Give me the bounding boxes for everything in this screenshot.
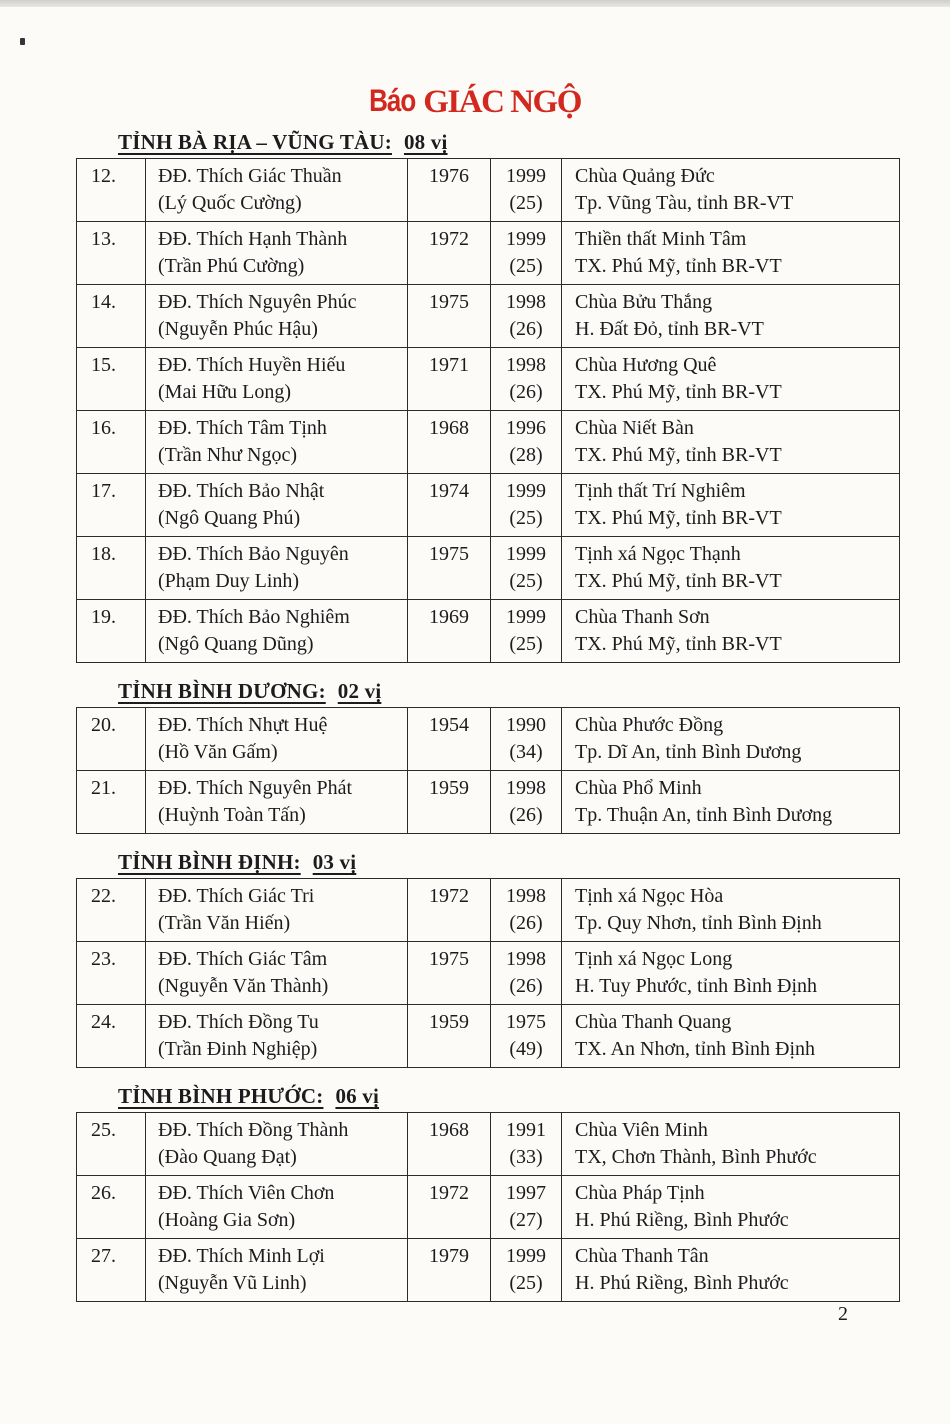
temple-location: TX. Phú Mỹ, tỉnh BR-VT: [575, 255, 782, 277]
temple-name: Chùa Viên Minh: [575, 1119, 708, 1141]
temple-name: Chùa Phước Đồng: [575, 714, 724, 736]
ordination-age: (25): [509, 633, 543, 655]
temple-location: H. Phú Riềng, Bình Phước: [575, 1272, 789, 1294]
secular-name: (Huỳnh Toàn Tấn): [158, 804, 306, 826]
temple-name: Thiền thất Minh Tâm: [575, 228, 747, 250]
temple-cell: [562, 159, 900, 222]
monk-table: [76, 158, 900, 663]
temple-cell: [562, 537, 900, 600]
scan-top-edge: [0, 0, 950, 7]
ordination-age: (25): [509, 570, 543, 592]
temple-name: Chùa Thanh Tân: [575, 1245, 709, 1267]
ordination-age: (26): [509, 804, 543, 826]
table-row: [77, 879, 900, 942]
row-number: 16.: [77, 411, 146, 474]
temple-cell: [562, 1005, 900, 1068]
monk-name-cell: [146, 1239, 408, 1302]
table-row: [77, 159, 900, 222]
table-row: [77, 942, 900, 1005]
table-row: [77, 708, 900, 771]
table-row: [77, 285, 900, 348]
temple-name: Tịnh thất Trí Nghiêm: [575, 480, 746, 502]
ordination-cell: [491, 771, 562, 834]
monk-name-cell: [146, 411, 408, 474]
row-number: 26.: [77, 1176, 146, 1239]
dharma-name: ĐĐ. Thích Nhựt Huệ: [158, 714, 328, 736]
ordination-age: (26): [509, 912, 543, 934]
ordination-age: (33): [509, 1146, 543, 1168]
temple-location: Tp. Thuận An, tỉnh Bình Dương: [575, 804, 833, 826]
province-count: 06 vị: [335, 1084, 380, 1108]
province-count: 08 vị: [403, 130, 448, 154]
temple-name: Tịnh xá Ngọc Thạnh: [575, 543, 741, 565]
ordination-cell: [491, 159, 562, 222]
ordination-cell: [491, 1239, 562, 1302]
ordination-cell: [491, 411, 562, 474]
row-number: 19.: [77, 600, 146, 663]
monk-name-cell: [146, 1176, 408, 1239]
monk-table: [76, 707, 900, 834]
birth-year: 1969: [408, 600, 491, 663]
temple-cell: [562, 1113, 900, 1176]
ordination-year: 1996: [506, 417, 546, 439]
province-section: [76, 1084, 900, 1302]
province-title: TỈNH BÌNH PHƯỚC:: [118, 1084, 324, 1108]
secular-name: (Trần Đinh Nghiệp): [158, 1038, 318, 1060]
ordination-age: (25): [509, 507, 543, 529]
ordination-cell: [491, 474, 562, 537]
ordination-age: (25): [509, 1272, 543, 1294]
ordination-age: (26): [509, 381, 543, 403]
province-section: [76, 130, 900, 663]
ordination-year: 1999: [506, 543, 546, 565]
ordination-year: 1998: [506, 885, 546, 907]
page-number: 2: [838, 1303, 848, 1325]
ordination-cell: [491, 1005, 562, 1068]
secular-name: (Hoàng Gia Sơn): [158, 1209, 296, 1231]
province-count: 03 vị: [312, 850, 357, 874]
temple-location: H. Đất Đỏ, tỉnh BR-VT: [575, 318, 764, 340]
dharma-name: ĐĐ. Thích Viên Chơn: [158, 1182, 335, 1204]
temple-cell: [562, 348, 900, 411]
birth-year: 1975: [408, 537, 491, 600]
birth-year: 1972: [408, 222, 491, 285]
ordination-year: 1998: [506, 291, 546, 313]
monk-name-cell: [146, 222, 408, 285]
monk-name-cell: [146, 348, 408, 411]
ordination-age: (26): [509, 975, 543, 997]
ordination-cell: [491, 1176, 562, 1239]
ordination-year: 1999: [506, 165, 546, 187]
temple-name: Chùa Niết Bàn: [575, 417, 694, 439]
secular-name: (Trần Như Ngọc): [158, 444, 297, 466]
ordination-age: (26): [509, 318, 543, 340]
table-row: [77, 411, 900, 474]
ordination-age: (25): [509, 255, 543, 277]
dharma-name: ĐĐ. Thích Hạnh Thành: [158, 228, 348, 250]
table-row: [77, 600, 900, 663]
row-number: 21.: [77, 771, 146, 834]
monk-name-cell: [146, 1005, 408, 1068]
temple-cell: [562, 708, 900, 771]
temple-cell: [562, 942, 900, 1005]
secular-name: (Hồ Văn Gấm): [158, 741, 278, 763]
secular-name: (Ngô Quang Dũng): [158, 633, 314, 655]
table-row: [77, 771, 900, 834]
monk-name-cell: [146, 942, 408, 1005]
ordination-cell: [491, 942, 562, 1005]
temple-location: H. Phú Riềng, Bình Phước: [575, 1209, 789, 1231]
province-section: [76, 679, 900, 834]
dharma-name: ĐĐ. Thích Đồng Tu: [158, 1011, 319, 1033]
secular-name: (Trần Văn Hiến): [158, 912, 291, 934]
section-header: [118, 130, 900, 155]
temple-name: Chùa Thanh Sơn: [575, 606, 710, 628]
document-body: [76, 130, 900, 1302]
ordination-year: 1999: [506, 1245, 546, 1267]
monk-name-cell: [146, 159, 408, 222]
temple-location: Tp. Dĩ An, tỉnh Bình Dương: [575, 741, 802, 763]
temple-cell: [562, 222, 900, 285]
row-number: 20.: [77, 708, 146, 771]
ordination-year: 1975: [506, 1011, 546, 1033]
secular-name: (Lý Quốc Cường): [158, 192, 302, 214]
temple-cell: [562, 771, 900, 834]
ordination-age: (25): [509, 192, 543, 214]
monk-name-cell: [146, 1113, 408, 1176]
section-header: [118, 679, 900, 704]
ordination-cell: [491, 1113, 562, 1176]
row-number: 27.: [77, 1239, 146, 1302]
dharma-name: ĐĐ. Thích Đồng Thành: [158, 1119, 349, 1141]
temple-name: Chùa Pháp Tịnh: [575, 1182, 705, 1204]
monk-name-cell: [146, 474, 408, 537]
temple-location: TX. Phú Mỹ, tỉnh BR-VT: [575, 381, 782, 403]
birth-year: 1976: [408, 159, 491, 222]
table-row: [77, 1005, 900, 1068]
dharma-name: ĐĐ. Thích Giác Tâm: [158, 948, 328, 970]
dharma-name: ĐĐ. Thích Bảo Nghiêm: [158, 606, 350, 628]
temple-location: H. Tuy Phước, tỉnh Bình Định: [575, 975, 818, 997]
ordination-cell: [491, 222, 562, 285]
birth-year: 1968: [408, 1113, 491, 1176]
monk-name-cell: [146, 600, 408, 663]
temple-cell: [562, 1239, 900, 1302]
temple-cell: [562, 879, 900, 942]
dharma-name: ĐĐ. Thích Huyền Hiếu: [158, 354, 346, 376]
logo-prefix: Báo: [369, 82, 416, 119]
row-number: 17.: [77, 474, 146, 537]
row-number: 24.: [77, 1005, 146, 1068]
province-section: [76, 850, 900, 1068]
ordination-age: (28): [509, 444, 543, 466]
birth-year: 1959: [408, 1005, 491, 1068]
table-row: [77, 1113, 900, 1176]
temple-location: TX. An Nhơn, tỉnh Bình Định: [575, 1038, 816, 1060]
temple-cell: [562, 474, 900, 537]
birth-year: 1968: [408, 411, 491, 474]
dharma-name: ĐĐ. Thích Bảo Nhật: [158, 480, 325, 502]
row-number: 23.: [77, 942, 146, 1005]
ordination-year: 1998: [506, 777, 546, 799]
province-title: TỈNH BÌNH DƯƠNG:: [118, 679, 326, 703]
ordination-cell: [491, 879, 562, 942]
monk-table: [76, 878, 900, 1068]
secular-name: (Phạm Duy Linh): [158, 570, 300, 592]
ordination-cell: [491, 537, 562, 600]
row-number: 15.: [77, 348, 146, 411]
temple-location: Tp. Vũng Tàu, tỉnh BR-VT: [575, 192, 794, 214]
row-number: 12.: [77, 159, 146, 222]
ordination-year: 1998: [506, 354, 546, 376]
temple-name: Chùa Bửu Thắng: [575, 291, 713, 313]
monk-name-cell: [146, 879, 408, 942]
dharma-name: ĐĐ. Thích Nguyên Phúc: [158, 291, 357, 313]
birth-year: 1975: [408, 285, 491, 348]
monk-name-cell: [146, 537, 408, 600]
temple-location: TX, Chơn Thành, Bình Phước: [575, 1146, 817, 1168]
province-count: 02 vị: [337, 679, 382, 703]
secular-name: (Đào Quang Đạt): [158, 1146, 297, 1168]
birth-year: 1974: [408, 474, 491, 537]
secular-name: (Ngô Quang Phú): [158, 507, 301, 529]
birth-year: 1972: [408, 879, 491, 942]
dharma-name: ĐĐ. Thích Giác Thuần: [158, 165, 342, 187]
logo-title: GIÁC NGỘ: [423, 84, 581, 120]
scan-artifact-dot: [20, 38, 25, 45]
section-header: [118, 1084, 900, 1109]
birth-year: 1972: [408, 1176, 491, 1239]
ordination-age: (49): [509, 1038, 543, 1060]
ordination-age: (27): [509, 1209, 543, 1231]
ordination-year: 1999: [506, 606, 546, 628]
row-number: 13.: [77, 222, 146, 285]
section-header: [118, 850, 900, 875]
ordination-year: 1990: [506, 714, 546, 736]
secular-name: (Nguyễn Vũ Linh): [158, 1272, 307, 1294]
province-title: TỈNH BÀ RỊA – VŨNG TÀU:: [118, 130, 392, 154]
temple-location: TX. Phú Mỹ, tỉnh BR-VT: [575, 633, 782, 655]
newspaper-logo: [0, 0, 950, 119]
ordination-year: 1997: [506, 1182, 546, 1204]
table-row: [77, 537, 900, 600]
row-number: 25.: [77, 1113, 146, 1176]
temple-location: Tp. Quy Nhơn, tỉnh Bình Định: [575, 912, 822, 934]
birth-year: 1975: [408, 942, 491, 1005]
dharma-name: ĐĐ. Thích Bảo Nguyên: [158, 543, 349, 565]
temple-location: TX. Phú Mỹ, tỉnh BR-VT: [575, 444, 782, 466]
dharma-name: ĐĐ. Thích Tâm Tịnh: [158, 417, 327, 439]
dharma-name: ĐĐ. Thích Nguyên Phát: [158, 777, 353, 799]
ordination-year: 1998: [506, 948, 546, 970]
secular-name: (Nguyễn Phúc Hậu): [158, 318, 318, 340]
dharma-name: ĐĐ. Thích Giác Tri: [158, 885, 315, 907]
monk-name-cell: [146, 771, 408, 834]
ordination-cell: [491, 600, 562, 663]
row-number: 22.: [77, 879, 146, 942]
table-row: [77, 1176, 900, 1239]
birth-year: 1959: [408, 771, 491, 834]
temple-name: Chùa Hương Quê: [575, 354, 717, 376]
province-title: TỈNH BÌNH ĐỊNH:: [118, 850, 301, 874]
row-number: 14.: [77, 285, 146, 348]
temple-name: Chùa Quảng Đức: [575, 165, 715, 187]
temple-cell: [562, 411, 900, 474]
temple-cell: [562, 1176, 900, 1239]
temple-cell: [562, 285, 900, 348]
birth-year: 1979: [408, 1239, 491, 1302]
table-row: [77, 474, 900, 537]
dharma-name: ĐĐ. Thích Minh Lợi: [158, 1245, 325, 1267]
birth-year: 1971: [408, 348, 491, 411]
temple-name: Tịnh xá Ngọc Hòa: [575, 885, 724, 907]
ordination-year: 1999: [506, 480, 546, 502]
ordination-cell: [491, 708, 562, 771]
temple-name: Chùa Phổ Minh: [575, 777, 702, 799]
row-number: 18.: [77, 537, 146, 600]
temple-location: TX. Phú Mỹ, tỉnh BR-VT: [575, 570, 782, 592]
secular-name: (Mai Hữu Long): [158, 381, 292, 403]
monk-name-cell: [146, 708, 408, 771]
birth-year: 1954: [408, 708, 491, 771]
table-row: [77, 348, 900, 411]
monk-name-cell: [146, 285, 408, 348]
table-row: [77, 1239, 900, 1302]
monk-table: [76, 1112, 900, 1302]
ordination-cell: [491, 348, 562, 411]
ordination-age: (34): [509, 741, 543, 763]
secular-name: (Trần Phú Cường): [158, 255, 305, 277]
secular-name: (Nguyễn Văn Thành): [158, 975, 329, 997]
temple-cell: [562, 600, 900, 663]
temple-location: TX. Phú Mỹ, tỉnh BR-VT: [575, 507, 782, 529]
ordination-year: 1991: [506, 1119, 546, 1141]
table-row: [77, 222, 900, 285]
ordination-cell: [491, 285, 562, 348]
temple-name: Chùa Thanh Quang: [575, 1011, 732, 1033]
ordination-year: 1999: [506, 228, 546, 250]
temple-name: Tịnh xá Ngọc Long: [575, 948, 733, 970]
